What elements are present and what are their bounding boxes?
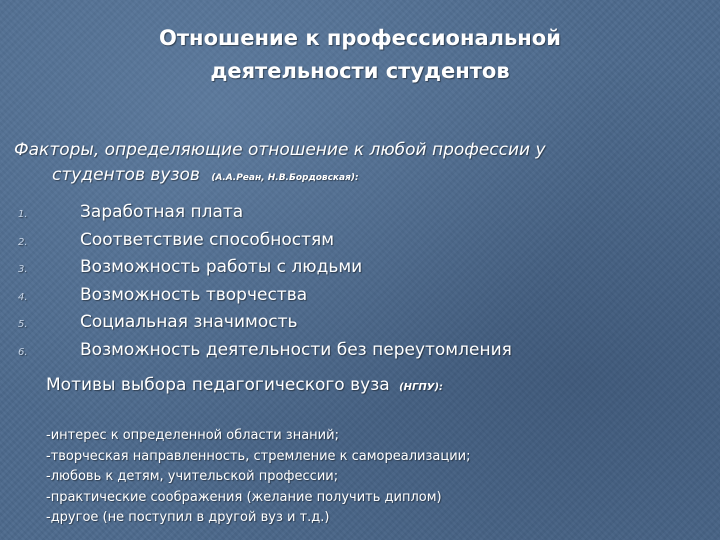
list-number: 1.	[18, 209, 28, 220]
factors-list-item	[18, 228, 512, 256]
list-item-text: Заработная плата	[80, 202, 244, 222]
factors-list-item	[18, 200, 512, 228]
factors-heading-line2-wrap	[14, 163, 704, 191]
list-number: 5.	[18, 319, 28, 330]
motives-list-item: -интерес к определенной области знаний;	[46, 428, 339, 443]
factors-heading-line1: Факторы, определяющие отношение к любой профессии у	[14, 140, 546, 160]
factors-author: (А.А.Реан, Н.В.Бордовская):	[211, 173, 359, 183]
factors-list-item	[18, 310, 512, 338]
list-number: 6.	[18, 346, 28, 358]
list-item-text: Возможность работы с людьми	[80, 257, 363, 277]
list-item-text: Возможность творчества	[80, 284, 308, 305]
list-number: 4.	[18, 291, 28, 303]
factors-list-item	[18, 283, 512, 311]
list-number: 2.	[18, 236, 28, 248]
slide-title	[60, 22, 660, 88]
motives-source: (НГПУ):	[399, 382, 444, 393]
slide-title-line2: деятельности студентов	[210, 59, 510, 83]
factors-heading	[14, 138, 704, 191]
motives-list-item: -практические соображения (желание получить диплом)	[46, 489, 442, 505]
motives-heading	[46, 375, 443, 395]
motives-list	[46, 426, 470, 529]
list-item-text: Возможность деятельности без переутомления	[80, 339, 512, 360]
factors-heading-line2: студентов вузов	[52, 165, 200, 185]
list-item-text: Соответствие способностям	[80, 229, 335, 250]
list-number: 3.	[18, 264, 28, 275]
list-item-text: Социальная значимость	[80, 312, 298, 332]
factors-list	[18, 200, 512, 365]
slide-title-line1: Отношение к профессиональной	[159, 26, 561, 50]
motives-heading-text: Мотивы выбора педагогического вуза	[46, 375, 390, 395]
factors-list-item	[18, 255, 512, 283]
motives-list-item: -другое (не поступил в другой вуз и т.д.)	[46, 510, 330, 525]
factors-list-item	[18, 338, 512, 366]
motives-list-item: -творческая направленность, стремление к самореализации;	[46, 448, 471, 464]
motives-list-item: -любовь к детям, учительской профессии;	[46, 469, 339, 484]
